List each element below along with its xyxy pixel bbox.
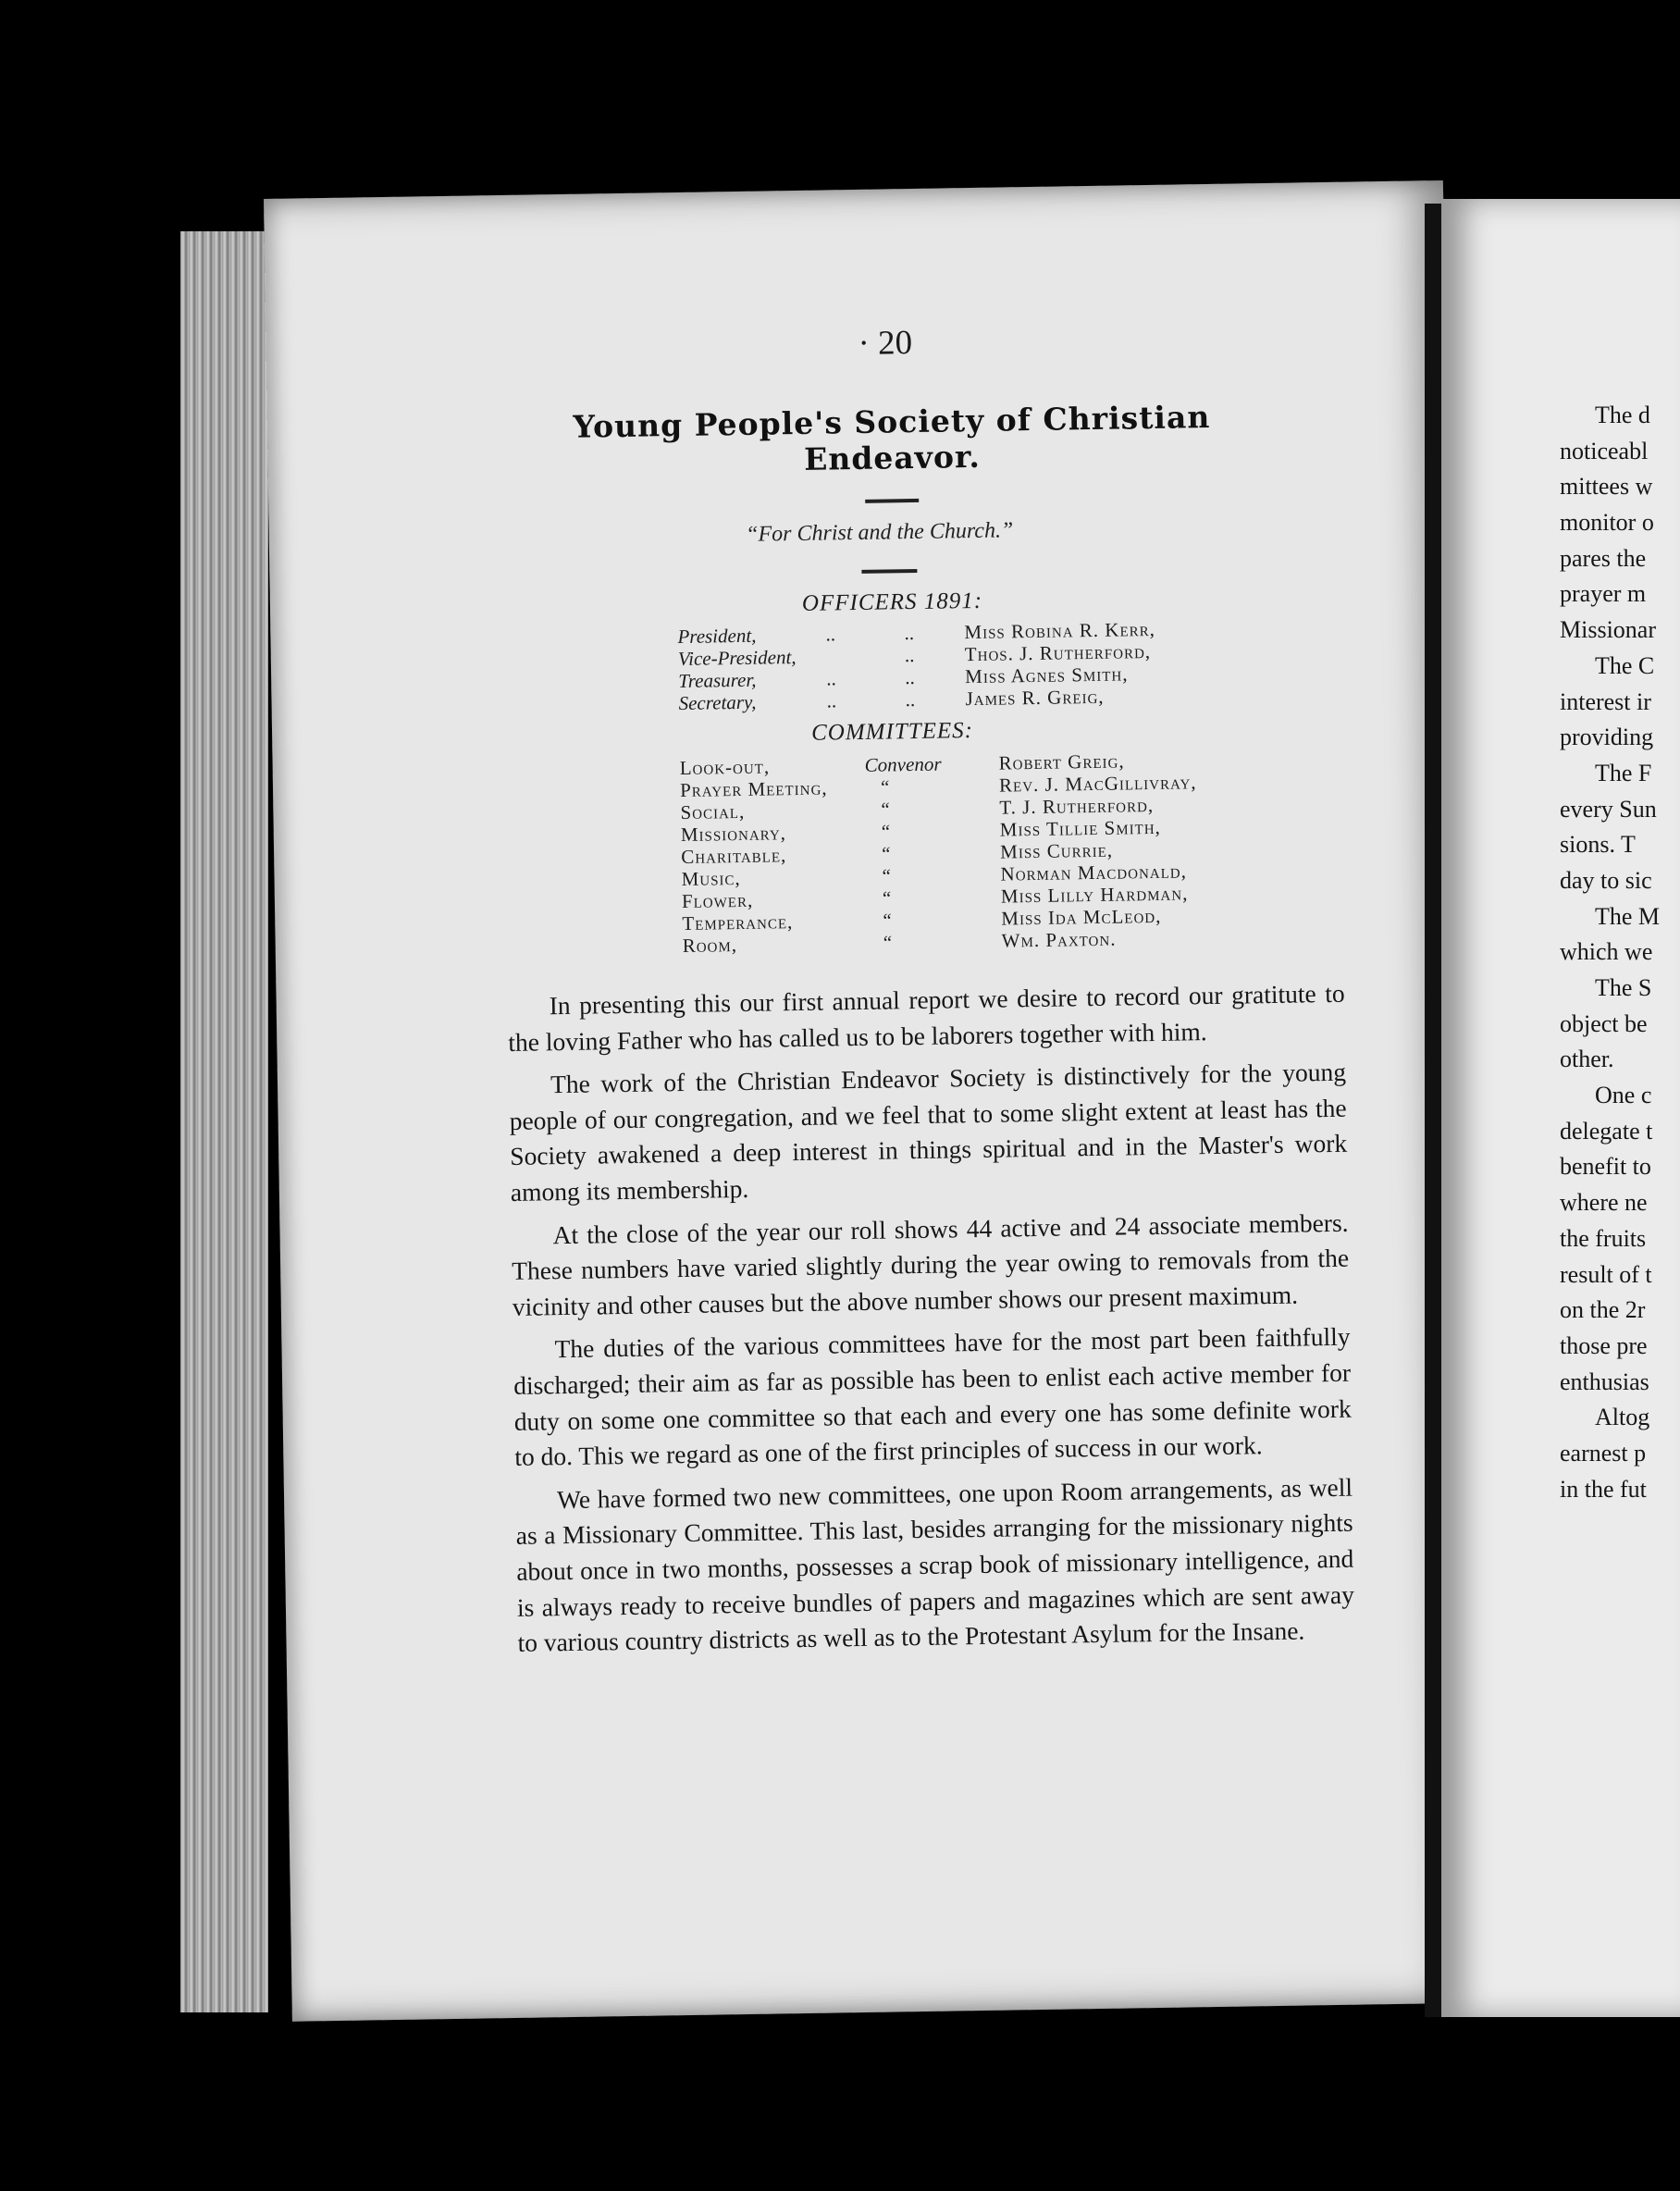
page-number: · 20: [858, 324, 913, 363]
leader-dots: ..: [904, 622, 915, 645]
committee-name: Music,: [681, 866, 741, 890]
officers-heading: OFFICERS 1891:: [801, 588, 983, 616]
title-rule: [865, 499, 919, 503]
book-gutter: [1425, 204, 1443, 2017]
convenor-label: Convenor: [864, 752, 942, 776]
text-line: in the fut: [1560, 1475, 1647, 1503]
officer-name: Miss Robina R. Kerr,: [964, 617, 1156, 644]
officer-name: James R. Greig,: [965, 685, 1105, 711]
motto: “For Christ and the Church.”: [745, 518, 1014, 547]
text-line: the fruits: [1560, 1224, 1647, 1252]
committee-person: Robert Greig,: [998, 749, 1125, 774]
committee-person: Miss Tillie Smith,: [999, 815, 1162, 841]
committee-name: Missionary,: [680, 822, 787, 847]
leader-dots: ..: [825, 623, 836, 646]
paragraph: In presenting this our first annual report we desire to record our gratitute to the loving Father who has called us to be laborers together with him.: [508, 978, 1345, 1057]
report-body: [507, 976, 1354, 1669]
committee-person: Miss Currie,: [999, 838, 1114, 863]
text-line: One c: [1595, 1082, 1652, 1109]
officer-role: Secretary,: [678, 690, 757, 715]
paragraph: The duties of the various committees have for the most part been faithfully discharged; their aim as far as possible has been to enlist each active member for duty on some one committee so that each and every one has some definite work to do. This we regard as one of the first principles of success in our work.: [513, 1322, 1352, 1472]
officer-role: Treasurer,: [678, 668, 757, 693]
committee-name: Social,: [680, 799, 746, 824]
book-page-edges: [180, 231, 268, 2012]
text-line: result of t: [1560, 1260, 1652, 1288]
committees-heading: COMMITTEES:: [810, 718, 974, 746]
page-title: Young People's Society of Christian Endeavor.: [573, 398, 1211, 477]
text-line: prayer m: [1560, 580, 1647, 608]
text-line: providing: [1560, 724, 1654, 751]
officer-role: Vice-President,: [677, 646, 797, 671]
text-line: The d: [1595, 402, 1650, 428]
committee-person: Miss Ida McLeod,: [1001, 904, 1162, 930]
committee-name: Temperance,: [682, 910, 794, 935]
paragraph: The work of the Christian Endeavor Society is distinctively for the young people of our congregation, and we feel that to some slight extent at least has the Society awakened a deep interest in things spiritual and in the Master's work among its membership.: [509, 1057, 1348, 1207]
officer-name: Thos. J. Rutherford,: [964, 639, 1152, 666]
ditto-mark: “: [881, 909, 893, 932]
leader-dots: ..: [904, 644, 915, 667]
text-line: sions. T: [1560, 831, 1636, 859]
text-line: pares the: [1560, 544, 1647, 572]
text-line: where ne: [1560, 1189, 1648, 1217]
motto-rule: [861, 569, 917, 574]
leader-dots: ..: [905, 688, 916, 712]
paragraph: At the close of the year our roll shows 44 active and 24 associate members. These numbers have varied slightly during the year owing to removals from the vicinity and other causes but the above number shows our present maximum.: [511, 1207, 1350, 1321]
committee-person: Miss Lilly Hardman,: [1000, 882, 1189, 908]
officer-role: President,: [677, 624, 757, 649]
text-line: enthusias: [1560, 1368, 1649, 1395]
text-line: Altog: [1595, 1404, 1650, 1431]
left-page: [264, 180, 1472, 2022]
committee-name: Charitable,: [681, 844, 787, 868]
officer-name: Miss Agnes Smith,: [965, 662, 1129, 688]
committee-person: T. J. Rutherford,: [999, 793, 1155, 819]
text-line: day to sic: [1560, 866, 1652, 894]
ditto-mark: “: [878, 775, 890, 798]
committee-person: Wm. Paxton.: [1001, 927, 1117, 952]
text-line: other.: [1560, 1046, 1614, 1073]
text-line: The M: [1595, 902, 1661, 930]
text-line: interest ir: [1560, 687, 1651, 715]
text-line: object be: [1560, 1009, 1648, 1037]
text-line: The S: [1595, 974, 1652, 1001]
text-line: those pre: [1560, 1331, 1648, 1359]
committee-name: Flower,: [681, 888, 754, 912]
paragraph: We have formed two new committees, one upon Room arrangements, as well as a Missionary Committee. This last, besides arranging for the missionary nights about once in two months, possesses a scrap book of missionary intelligence, and is always ready to receive bundles of papers and magazines which are sent away to various country districts as well as to the Protestant Asylum for the Insane.: [515, 1472, 1355, 1657]
text-line: delegate t: [1560, 1117, 1653, 1145]
leader-dots: ..: [905, 666, 915, 689]
text-line: every Sun: [1560, 795, 1657, 823]
leader-dots: ..: [826, 667, 836, 690]
text-line: Missionar: [1560, 616, 1656, 644]
right-page-text: [1560, 398, 1680, 1507]
ditto-mark: “: [880, 886, 892, 910]
ditto-mark: “: [881, 931, 893, 954]
text-line: monitor o: [1560, 509, 1654, 537]
text-line: on the 2r: [1560, 1296, 1646, 1324]
ditto-mark: “: [880, 864, 892, 887]
ditto-mark: “: [879, 798, 891, 821]
leader-dots: ..: [826, 689, 837, 712]
ditto-mark: “: [880, 842, 892, 865]
text-line: which we: [1560, 938, 1653, 966]
text-line: The C: [1595, 651, 1655, 679]
committee-name: Look-out,: [679, 755, 771, 780]
text-line: earnest p: [1560, 1439, 1647, 1467]
committee-name: Room,: [682, 934, 738, 957]
text-line: mittees w: [1560, 473, 1653, 501]
ditto-mark: “: [879, 820, 891, 843]
text-line: benefit to: [1560, 1153, 1651, 1181]
text-line: noticeabl: [1560, 437, 1649, 464]
committee-person: Norman Macdonald,: [1000, 860, 1188, 885]
committee-person: Rev. J. MacGillivray,: [998, 771, 1197, 797]
committee-name: Prayer Meeting,: [679, 776, 828, 802]
text-line: The F: [1595, 759, 1652, 786]
